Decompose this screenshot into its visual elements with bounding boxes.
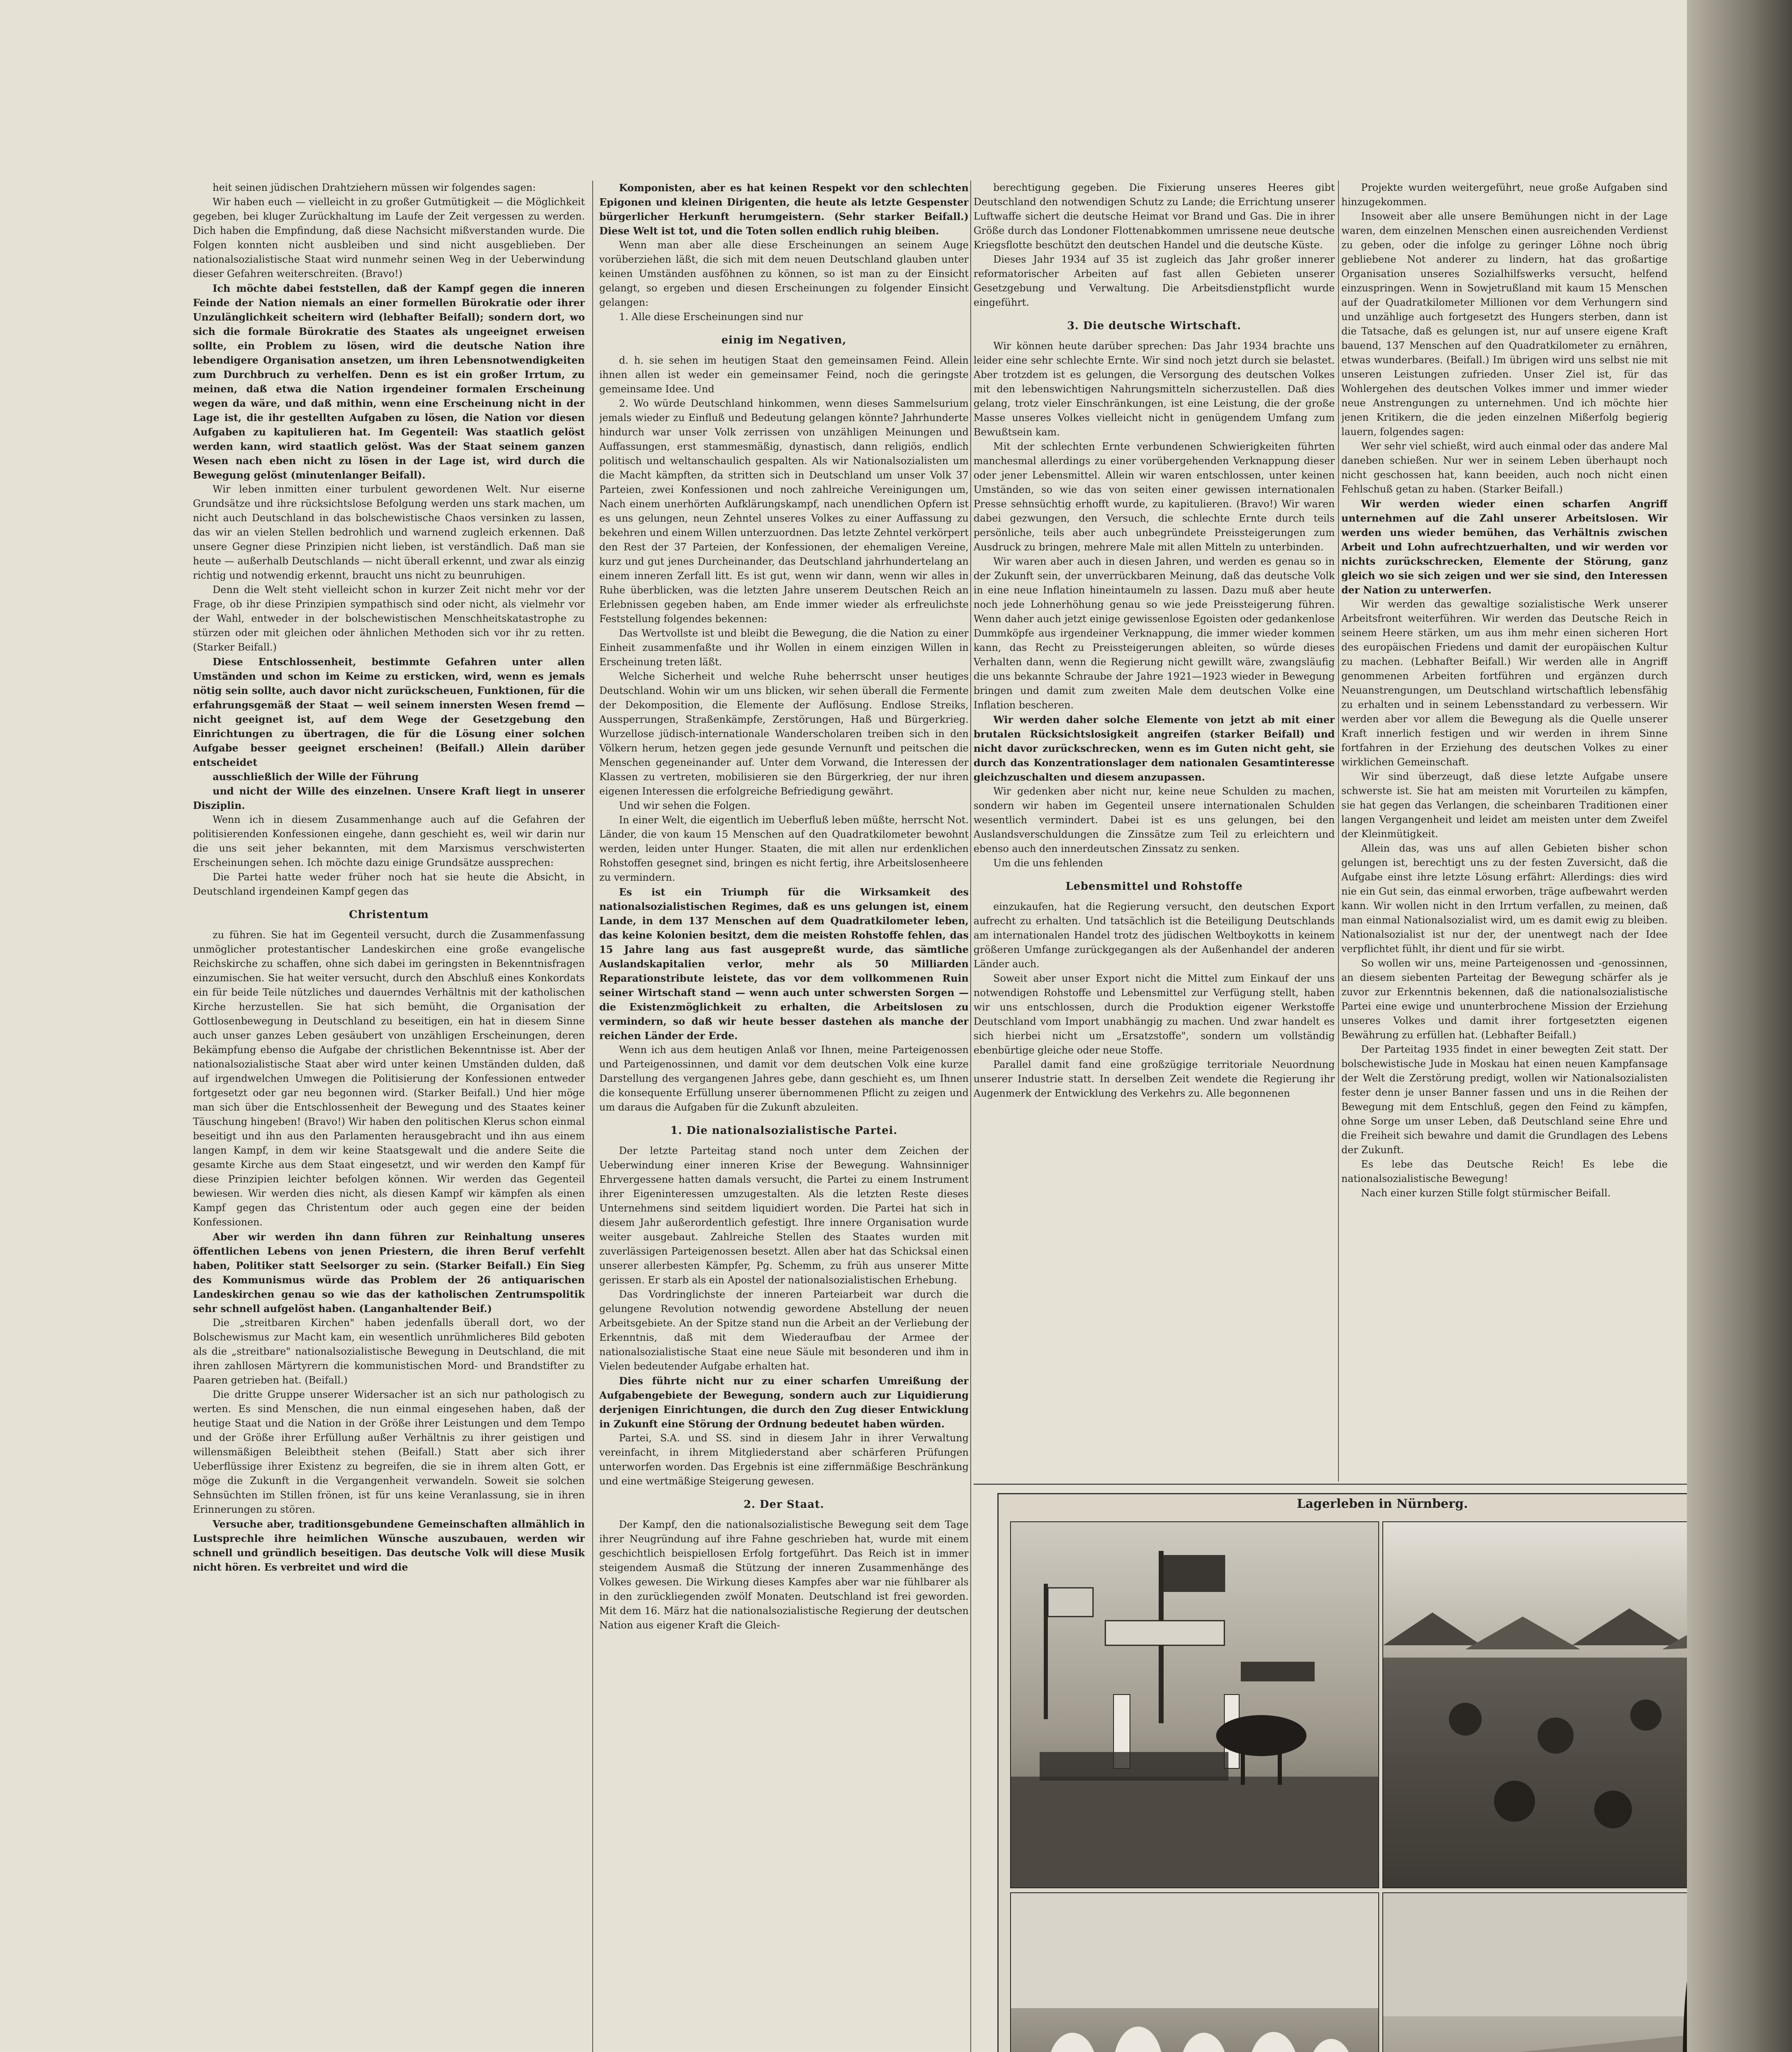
article-paragraph: Ich möchte dabei feststellen, daß der Kampf gegen die inneren Feinde der Nation niemals an einer formellen Bürokratie oder ihrer Unzulänglichkeit scheitern wird (lebhafter Beifall); sondern dort, wo sich die formale Bürokratie des Staates als ungeeignet erweisen sollte, ein Problem zu lösen, wird die deutsche Nation ihre lebendigere Organisation ansetzen, um ihren Lebensnotwendigkeiten zum Durchbruch zu verhelfen. Denn es ist ein großer Irrtum, zu meinen, daß etwa die Nation irgendeiner formalen Erscheinung wegen da wäre, und daß mithin, wenn eine Erscheinung nicht in der Lage ist, die ihr gestellten Aufgaben zu lösen, die Nation vor diesen Aufgaben zu kapitulieren hat. Im Gegenteil: Was staatlich gelöst werden kann, wird staatlich gelöst. Was der Staat seinem ganzen Wesen nach eben nicht zu lösen in der Lage ist, wird durch die Bewegung gelöst (minutenlanger Beifall). xyxy=(193,282,585,481)
article-paragraph: Wenn ich in diesem Zusammenhange auch auf die Gefahren der politisierenden Konfessionen eingehe, dann geschieht es, weil wir darin nur die uns seit jeher bekannten, mit dem Marxismus verschwisterten Erscheinungen sehen. Ich möchte dazu einige Grundsätze aussprechen: xyxy=(193,814,585,868)
article-paragraph: Der letzte Parteitag stand noch unter dem Zeichen der Ueberwindung einer inneren Krise der Bewegung. Wahnsinniger Ehrvergessene hatten damals versucht, die Partei zu einem Instrument ihrer Eigeninteressen umzugestalten. Als die letzten Reste dieses Unternehmens sind seitdem liquidiert worden. Die Partei hat sich in diesem Jahr außerordentlich gefestigt. Ihre innere Organisation wurde weiter ausgebaut. Zahlreiche Stellen des Staates wurden mit zuverlässigen Parteigenossen besetzt. Allen aber hat das Schicksal einen unserer allerbesten Kämpfer, Pg. Schemm, zu früh aus unserer Mitte gerissen. Er starb als ein Apostel der nationalsozialistischen Erhebung. xyxy=(599,1145,969,1286)
article-paragraph: In einer Welt, die eigentlich im Ueberfluß leben müßte, herrscht Not. Länder, die von kaum 15 Menschen auf den Quadratkilometer bewohnt werden, leiden unter Hunger. Staaten, die mit allen nur erdenklichen Rohstoffen gesegnet sind, bringen es nicht fertig, ihre Arbeitslosenheere zu vermindern. xyxy=(599,814,969,883)
section-heading: Christentum xyxy=(349,909,429,921)
article-paragraph: Diese Entschlossenheit, bestimmte Gefahren unter allen Umständen und schon im Keime zu ersticken, wird, wenn es jemals nötig sein sollte, auch davor nicht zurückscheuen, Funktionen, für die erfahrungsgemäß der Staat — weil seinem innersten Wesen fremd — nicht geeignet ist, auf dem Wege der Gesetzgebung den Einrichtungen zu übertragen, die für die Lösung einer solchen Aufgabe besser geeignet erscheinen! (Beifall.) Allein darüber entscheidet xyxy=(193,656,585,768)
article-paragraph: Wir werden das gewaltige sozialistische Werk unserer Arbeitsfront weiterführen. Wir werden das Deutsche Reich in seinem Heere stärken, um aus ihm mehr einen sicheren Hort des europäischen Friedens und damit der europäischen Kultur zu machen. (Lebhafter Beifall.) Wir werden alle in Angriff genommenen Arbeiten fortführen und ergänzen durch Neuanstrengungen, um Deutschland wirtschaftlich lebensfähig zu erhalten und in seinem Lebensstandard zu verbessern. Wir werden aber vor allem die Bewegung als die Quelle unserer Kraft innerlich festigen und wir werden in ihrem Sinne fortfahren in der Erziehung des deutschen Volkes zu einer wirklichen Gemeinschaft. xyxy=(1341,598,1668,768)
article-paragraph: Allein das, was uns auf allen Gebieten bisher schon gelungen ist, berechtigt uns zu der festen Zuversicht, daß die Aufgabe einst ihre letzte Lösung erfährt: Allerdings: dies wird nie ein Gut sein, das einmal erworben, träge aufbewahrt werden kann. Wir wollen nicht in den Irrtum verfallen, zu meinen, daß man einmal Nationalsozialist wird, um es damit ewig zu bleiben. Nationalsozialist ist nur der, der unentwegt nach der Idee verpflichtet fühlt, ihr dient und für sie wirbt. xyxy=(1341,843,1668,955)
article-paragraph: Parallel damit fand eine großzügige territoriale Neuordnung unserer Industrie statt. In derselben Zeit wendete die Regierung ihr Augenmerk der Entwicklung des Verkehrs zu. Alle begonnenen xyxy=(974,1059,1335,1099)
section-heading: Lebensmittel und Rohstoffe xyxy=(1066,880,1243,893)
article-paragraph: Wir sind überzeugt, daß diese letzte Aufgabe unsere schwerste ist. Sie hat am meisten mit Vorurteilen zu kämpfen, sie hat gegen das Verlangen, die scheinbaren Traditionen einer langen Vergangenheit und leidet am meisten unter dem Zweifel der Kleinmütigkeit. xyxy=(1341,771,1668,840)
article-paragraph: Um die uns fehlenden xyxy=(993,857,1103,869)
column-3 xyxy=(974,181,1335,1482)
column-4 xyxy=(1341,181,1668,1482)
article-paragraph: Wir werden wieder einen scharfen Angriff unternehmen auf die Zahl unserer Arbeitslosen. Wir werden uns wieder bemühen, das Verhältnis zwischen Arbeit und Lohn aufrechtzuerhalten, und wir werden vor nichts zurückschrecken, Elemente der Störung, ganz gleich wo sie sich zeigen und wer sie sind, den Interessen der Nation zu unterwerfen. xyxy=(1341,498,1668,596)
article-paragraph: Mit der schlechten Ernte verbundenen Schwierigkeiten führten manchesmal allerdings zu einer vorübergehenden Verknappung dieser oder jener Lebensmittel. Allein wir waren entschlossen, unter keinen Umständen, so wie das von seiten einer gewissen internationalen Presse sehnsüchtig erhofft wurde, zu kapitulieren. (Bravo!) Wir waren dabei gezwungen, den Versuch, die schlechte Ernte durch teils persönliche, teils aber auch unbegründete Preissteigerungen zum Ausdruck zu bringen, mehrere Male mit allen Mitteln zu unterbinden. xyxy=(974,441,1335,553)
article-paragraph: Wer sehr viel schießt, wird auch einmal oder das andere Mal daneben schießen. Nur wer in seinem Leben überhaupt noch nicht geschossen hat, kann beeiden, auch noch nicht einen Fehlschuß getan zu haben. (Starker Beifall.) xyxy=(1341,440,1668,495)
article-paragraph: Aber wir werden ihn dann führen zur Reinhaltung unseres öffentlichen Lebens von jenen Priestern, die ihren Beruf verfehlt haben, Politiker statt Seelsorger zu sein. (Starker Beifall.) Ein Sieg des Kommunismus würde das Problem der 26 antiquarischen Landeskirchen genau so wie das der katholischen Zentrumspolitik sehr schnell aufgelöst haben. (Langanhaltender Beif.) xyxy=(193,1231,585,1315)
article-paragraph: Soweit aber unser Export nicht die Mittel zum Einkauf der uns notwendigen Rohstoffe und Lebensmittel zur Verfügung stellt, haben wir uns entschlossen, durch die Produktion eigener Werkstoffe Deutschland vom Import unabhängig zu machen. Und zwar handelt es sich hierbei nicht um „Ersatzstoffe", sondern um vollständig ebenbürtige gleiche oder neue Stoffe. xyxy=(974,973,1335,1056)
photo-section xyxy=(997,1493,1767,2052)
article-paragraph: Wir gedenken aber nicht nur, keine neue Schulden zu machen, sondern wir haben im Gegenteil unsere internationalen Schulden wesentlich vermindert. Dabei ist es uns gelungen, bei den Auslandsverschuldungen die Zinssätze zum Teil zu erleichtern und ebenso auch den innerdeutschen Zinssatz zu senken. xyxy=(974,786,1335,854)
article-paragraph: Projekte wurden weitergeführt, neue große Aufgaben sind hinzugekommen. xyxy=(1341,182,1668,208)
article-paragraph: Der Parteitag 1935 findet in einer bewegten Zeit statt. Der bolschewistische Jude in Moskau hat einen neuen Kampfansage der Welt die Zerstörung predigt, wollen wir Nationalsozialisten fester denn je unser Banner fassen und uns in die Reihen der Bewegung mit dem Entschluß, gegen den Feind zu kämpfen, ohne Sorge um unser Leben, daß Deutschland seine Ehre und die Freiheit sich bewahre und damit die Grundlagen des Lebens der Zukunft. xyxy=(1341,1044,1668,1156)
article-paragraph: berechtigung gegeben. Die Fixierung unseres Heeres gibt Deutschland den notwendigen Schutz zu Lande; die Errichtung unserer Luftwaffe sichert die deutsche Heimat vor Brand und Gas. Die in ihrer Größe durch das Londoner Flottenabkommen umrissene neue deutsche Kriegsflotte beschützt den deutschen Handel und die deutsche Küste. xyxy=(974,182,1335,251)
article-paragraph: Das Wertvollste ist und bleibt die Bewegung, die die Nation zu einer Einheit zusammenfaßte und ihr Wollen in einem einzigen Willen in Erscheinung treten läßt. xyxy=(599,628,969,668)
article-paragraph: Wir leben inmitten einer turbulent gewordenen Welt. Nur eiserne Grundsätze und ihre rücksichtslose Befolgung werden uns stark machen, um nicht auch Deutschland in das bolschewistische Chaos versinken zu lassen, das wir an vielen Stellen bedrohlich und warnend zugleich erkennen. Daß unsere Gegner diese Prinzipien nicht lieben, ist verständlich. Daß man sie heute — außerhalb Deutschlands — nicht überall erkennt, und zwar als einzig richtig und notwendig erkennt, braucht uns nicht zu beunruhigen. xyxy=(193,483,585,581)
section-heading: 3. Die deutsche Wirtschaft. xyxy=(1067,320,1242,332)
article-paragraph: Wir waren aber auch in diesen Jahren, und werden es genau so in der Zukunft sein, der unverrückbaren Meinung, daß das deutsche Volk in eine neue Inflation hineintaumeln zu lassen. Dazu muß aber heute noch jede Lohnerhöhung genau so wie jede Preissteigerung führen. Wenn daher auch jetzt einige gewissenlose Egoisten oder gedankenlose Dummköpfe aus irgendeiner Verknappung, die immer wieder kommen kann, das Recht zu Preissteigerungen ableiten, so würde dieses Verhalten dann, wenn die Regierung nicht gewillt wäre, zwangsläufig die uns bekannte Schraube der Jahre 1921—1923 wieder in Bewegung bringen und damit zum zweiten Male dem deutschen Volke eine Inflation bescheren. xyxy=(974,556,1335,711)
article-paragraph: 1. Alle diese Erscheinungen sind nur xyxy=(619,311,803,323)
article-paragraph: Wir haben euch — vielleicht in zu großer Gutmütigkeit — die Möglichkeit gegeben, bei kluger Zurückhaltung im Laufe der Zeit vergessen zu werden. Dich haben die Empfindung, daß diese Nachsicht mißverstanden wurde. Die Folgen konnten nicht ausbleiben und sind nicht ausgeblieben. Der nationalsozialistische Staat wird nunmehr seinen Weg in der Ueberwindung dieser Gefahren weiterschreiten. (Bravo!) xyxy=(193,196,585,279)
article-paragraph: d. h. sie sehen im heutigen Staat den gemeinsamen Feind. Allein ihnen allen ist weder ein gemeinsamer Feind, noch die geringste gemeinsame Idee. Und xyxy=(599,355,969,395)
article-paragraph: und nicht der Wille des einzelnen. Unsere Kraft liegt in unserer Disziplin. xyxy=(193,785,585,811)
article-paragraph: Das Vordringlichste der inneren Parteiarbeit war durch die gelungene Revolution notwendig gewordene Abstellung der neuen Arbeitsgebiete. An der Spitze stand nun die Arbeit an der Verliebung der Erkenntnis, daß mit dem Wiederaufbau der Armee der nationalsozialistische Staat eine neue Säule mit besonderen und ihm in Vielen bedeutender Aufgabe erhalten hat. xyxy=(599,1289,969,1372)
column-rule xyxy=(592,181,593,2052)
article-paragraph: einzukaufen, hat die Regierung versucht, den deutschen Export aufrecht zu erhalten. Und tatsächlich ist die Beteiligung Deutschlands am internationalen Handel trotz des jüdischen Weltboykotts in keinem größeren Umfange zurückgegangen als der Außenhandel der anderen Länder auch. xyxy=(974,901,1335,970)
article-paragraph: Wir werden daher solche Elemente von jetzt ab mit einer brutalen Rücksichtslosigkeit angreifen (starker Beifall) und nicht davor zurückschrecken, wenn es im Guten nicht geht, sie durch das Konzentrationslager dem nationalen Gesamtinteresse gleichzuschalten und diesem anzupassen. xyxy=(974,714,1335,783)
article-paragraph: Die dritte Gruppe unserer Widersacher ist an sich nur pathologisch zu werten. Es sind Menschen, die nun einmal eingesehen haben, daß der heutige Staat und die Nation in der Größe ihrer Leistungen und dem Tempo und der Größe ihrer Erfüllung außer Verhältnis zu ihrer geistigen und willensmäßigen Beleibtheit stehen (Beifall.) Statt aber sich ihrer Ueberflüssige ihrer Existenz zu begreifen, die sie in ihrem alten Gott, er möge die Zukunft in die Vergangenheit verwandeln. Soweit sie solchen Sehnsüchten im Stillen frönen, ist für uns keine Veranlassung, sie in ihren Erinnerungen zu stören. xyxy=(193,1389,585,1515)
article-paragraph: Wir können heute darüber sprechen: Das Jahr 1934 brachte uns leider eine sehr schlechte Ernte. Wir sind noch jetzt durch sie belastet. Aber trotzdem ist es gelungen, die Versorgung des deutschen Volkes mit den lebenswichtigen Nahrungsmitteln sicherzustellen. Daß dies gelang, trotz vieler Einschränkungen, ist eine Leistung, die der große Masse unseres Volkes vielleicht nicht in genügendem Umfang zum Bewußtsein kam. xyxy=(974,340,1335,438)
article-paragraph: Komponisten, aber es hat keinen Respekt vor den schlechten Epigonen und kleinen Dirigenten, die heute als letzte Gespenster bürgerlicher Herkunft herumgeistern. (Sehr starker Beifall.) Diese Welt ist tot, und die Toten sollen endlich ruhig bleiben. xyxy=(599,182,969,237)
column-2 xyxy=(599,181,969,2052)
column-rule xyxy=(970,181,971,2052)
photo-title: Lagerleben in Nürnberg. xyxy=(1297,1497,1468,1511)
article-paragraph: Dieses Jahr 1934 auf 35 ist zugleich das Jahr großer innerer reformatorischer Arbeiten auf fast allen Gebieten unserer Gesetzgebung und Verwaltung. Die Arbeitsdienstpflicht wurde eingeführt. xyxy=(974,254,1335,308)
article-paragraph: Dies führte nicht nur zu einer scharfen Umreißung der Aufgabengebiete der Bewegung, sondern auch zur Liquidierung derjenigen Einrichtungen, die durch den Zug dieser Entwicklung in Zukunft eine Störung der Ordnung bedeutet haben würden. xyxy=(599,1375,969,1430)
article-paragraph: ausschließlich der Wille der Führung xyxy=(213,771,419,783)
article-paragraph: 2. Wo würde Deutschland hinkommen, wenn dieses Sammelsurium jemals wieder zu Einfluß und Bedeutung gelangen könnte? Jahrhunderte hindurch war unser Volk zerrissen von unzähligen Meinungen und Auffassungen, erst stammesmäßig, dynastisch, dann religiös, endlich politisch und weltanschaulich gespalten. Als wir Nationalsozialisten um die Macht kämpften, da stritten sich in Deutschland um unser Volk 37 Parteien, zwei Konfessionen und noch zahlreiche Vereinigungen um, Nach einem unerhörten Aufklärungskampf, nach unendlichen Opfern ist es uns gelungen, neun Zehntel unseres Volkes zu einer Auffassung zu bekehren und einem Willen unterzuordnen. Das letzte Zehntel verkörpert den Rest der 37 Parteien, der Konfessionen, der ehemaligen Vereine, kurz und gut jenes Durcheinander, das Deutschland jahrhundertelang an einem inneren Zerfall litt. Es ist gut, wenn wir dann, wenn wir alles in Ruhe überblicken, was die letzten Jahre unserem Deutschen Reich an Erlebnissen gegeben haben, am Ende immer wieder als erfreulichste Feststellung folgendes bekennen: xyxy=(599,398,969,625)
article-paragraph: Insoweit aber alle unsere Bemühungen nicht in der Lage waren, dem einzelnen Menschen einen ausreichenden Verdienst zu geben, oder die infolge zu geringer Löhne noch übrig gebliebene Not anderer zu lindern, hat das großartige Organisation unseres Sozialhilfswerks versucht, helfend einzuspringen. Wenn in Sowjetrußland mit kaum 15 Menschen auf der Quadratkilometer Millionen vor dem Verhungern sind und unzählige auch fortgesetzt des Hungers sterben, dann ist die Tatsache, daß es gelungen ist, nur auf unsere eigene Kraft bauend, 137 Menschen auf den Quadratkilometer zu ernähren, etwas wunderbares. (Beifall.) Im übrigen wird uns selbst nie mit unseren Leistungen zufrieden. Unser Ziel ist, für das Wohlergehen des deutschen Volkes immer und immer wieder neue Anstrengungen zu unternehmen. Und ich möchte hier jenen Kritikern, die die jeden einzelnen Mißerfolg begierig lauern, folgendes sagen: xyxy=(1341,211,1668,437)
article-paragraph: Denn die Welt steht vielleicht schon in kurzer Zeit nicht mehr vor der Frage, ob ihr diese Prinzipien sympathisch sind oder nicht, als vielmehr vor der Wahl, entweder in der bolschewistischen Menschheitskatastrophe zu stürzen oder mit gleichen oder ähnlichen Methoden sich vor ihr zu retten. (Starker Beifall.) xyxy=(193,584,585,653)
article-paragraph: Und wir sehen die Folgen. xyxy=(619,800,751,811)
article-paragraph: Nach einer kurzen Stille folgt stürmischer Beifall. xyxy=(1361,1187,1611,1199)
article-paragraph: Versuche aber, traditionsgebundene Gemeinschaften allmählich in Lustsprechle ihre heimlichen Wünsche auszubauen, werden wir schnell und gründlich beseitigen. Das deutsche Volk will diese Musik nicht hören. Es verbreitet und wird die xyxy=(193,1518,585,1573)
article-paragraph: Wenn ich aus dem heutigen Anlaß vor Ihnen, meine Parteigenossen und Parteigenossinnen, und damit vor dem deutschen Volk eine kurze Darstellung des vergangenen Jahres gebe, dann geschieht es, um Ihnen die konsequente Erfüllung unserer übernommenen Pflicht zu zeigen und um daraus die Aufgaben für die Zukunft abzuleiten. xyxy=(599,1044,969,1113)
article-paragraph: Es lebe das Deutsche Reich! Es lebe die nationalsozialistische Bewegung! xyxy=(1341,1159,1668,1184)
article-paragraph: zu führen. Sie hat im Gegenteil versucht, durch die Zusammenfassung unmöglicher protestantischer Landeskirchen eine große evangelische Reichskirche zu schaffen, ohne sich dabei im geringsten in Bekenntnisfragen einzumischen. Sie hat weiter versucht, durch den Abschluß eines Konkordats ein für beide Teile nützliches und dauerndes Verhältnis mit der katholischen Kirche herzustellen. Sie hat sich bemüht, die Organisation der Gottlosenbewegung in Deutschland zu beseitigen, ein hat in diesem Sinne auch unser ganzes Leben gesäubert von unzähligen Erscheinungen, deren Bekämpfung ebenso die Aufgabe der christlichen Bekenntnisse ist. Aber der nationalsozialistische Staat aber wird unter keinen Umständen dulden, daß auf irgendwelchen Umwegen die Politisierung der Konfessionen entweder fortgesetzt oder gar neu begonnen wird. (Starker Beifall.) Und hier möge man sich über die Entschlossenheit der Bewegung und des Staates keiner Täuschung hingeben! (Bravo!) Wir haben den politischen Klerus schon einmal beseitigt und ihn aus den Parlamenten herausgebracht und ihn aus einem langen Kampf, in dem wir keine Staatsgewalt und die andere Seite die gesamte Kirche aus dem Staat eingesetzt, und wir werden den Kampf für diese Prinzipien leichter befolgen können. Wir werden das Gegenteil bewiesen. Wir werden dies nicht, als diesen Kampf wir kämpfen als einen Kampf gegen das Christentum oder auch gegen eine der beiden Konfessionen. xyxy=(193,929,585,1228)
article-paragraph: Welche Sicherheit und welche Ruhe beherrscht unser heutiges Deutschland. Wohin wir um uns blicken, wir sehen überall die Fermente der Dekomposition, die Elemente der Auflösung. Endlose Streiks, Aussperrungen, Straßenkämpfe, Zerstörungen, Haß und Bürgerkrieg. Wurzellose jüdisch-internationale Wanderscholaren treiben sich in den Völkern herum, hetzen gegen jede gesunde Vernunft und peitschen die Menschen gegeneinander auf. Unter dem Vorwand, die Interessen der Klassen zu vertreten, mobilisieren sie den Bürgerkrieg, der nur ihren eigenen Interessen die erfolgreiche Befriedigung gewährt. xyxy=(599,671,969,797)
photo-navy-washing xyxy=(1010,1892,1379,2052)
photo-camp-entrance xyxy=(1010,1521,1379,1888)
section-heading: einig im Negativen, xyxy=(721,334,847,346)
article-paragraph: Der Kampf, den die nationalsozialistische Bewegung seit dem Tage ihrer Neugründung auf ihre Fahne geschrieben hat, wurde mit einem geschichtlich beispiellosen Erfolg fortgeführt. Das Reich ist in immer steigendem Ausmaß die Stützung der inneren Zusammenhänge des Volkes gewesen. Die Wirkung dieses Kampfes aber war nie fühlbarer als in den zurückliegenden zwölf Monaten. Deutschland ist frei geworden. Mit dem 16. März hat die nationalsozialistische Regierung der deutschen Nation aus eigener Kraft die Gleich- xyxy=(599,1519,969,1631)
article-paragraph: heit seinen jüdischen Drahtziehern müssen wir folgendes sagen: xyxy=(213,182,536,193)
section-rule xyxy=(974,1484,1766,1485)
photo-navy-washing-drawing xyxy=(1011,1893,1378,2052)
section-heading: 1. Die nationalsozialistische Partei. xyxy=(670,1124,898,1137)
column-1 xyxy=(193,181,585,2052)
book-binding-edge xyxy=(1687,0,1792,2052)
article-paragraph: So wollen wir uns, meine Parteigenossen und -genossinnen, an diesem siebenten Parteitag der Bewegung schärfer als je zuvor zur Erkenntnis bekennen, daß die nationalsozialistische Partei eine ewige und ununterbrochene Mission der Erziehung unseres Volkes und damit ihrer fortgesetzten eigenen Bewährung zu erfüllen hat. (Lebhafter Beifall.) xyxy=(1341,957,1668,1041)
section-heading: 2. Der Staat. xyxy=(743,1498,825,1511)
article-paragraph: Es ist ein Triumph für die Wirksamkeit des nationalsozialistischen Regimes, daß es uns gelungen ist, einem Lande, in dem 137 Menschen auf dem Quadratkilometer leben, das keine Kolonien besitzt, dem die meisten Rohstoffe fehlen, das 15 Jahre lang aus fast ausgepreßt wurde, das sämtliche Auslandskapitalien verlor, mehr als 50 Milliarden Reparationstribute leistete, das vor dem vollkommenen Ruin seiner Wirtschaft stand — wenn auch unter schwersten Sorgen — die Existenzmöglichkeit zu erhalten, die Arbeitslosen zu vermindern, so daß wir heute besser dastehen als manche der reichen Länder der Erde. xyxy=(599,886,969,1042)
photo-camp-entrance-drawing xyxy=(1011,1522,1378,1887)
article-paragraph: Partei, S.A. und SS. sind in diesem Jahr in ihrer Verwaltung vereinfacht, in ihrem Mitgliederstand aber schärferen Prüfungen unterworfen worden. Das Ergebnis ist eine ziffernmäßige Beschränkung und eine wertmäßige Steigerung gewesen. xyxy=(599,1432,969,1487)
article-paragraph: Wenn man aber alle diese Erscheinungen an seinem Auge vorüberziehen läßt, die sich mit dem neuen Deutschland glauben unter keinen Umständen ausföhnen zu können, so ist man zu der Einsicht gelangt, so ergeben und diesen Erscheinungen zu folgender Einsicht gelangen: xyxy=(599,239,969,308)
article-paragraph: Die Partei hatte weder früher noch hat sie heute die Absicht, in Deutschland irgendeinen Kampf gegen das xyxy=(193,871,585,897)
article-paragraph: Die „streitbaren Kirchen" haben jedenfalls überall dort, wo der Bolschewismus zur Macht kam, ein wesentlich unrühmlicheres Bild geboten als die „streitbare" nationalsozialistische Bewegung in Deutschland, die mit ihren zahllosen Märtyrern die kommunistischen Mord- und Brandstifter zu Paaren getrieben hat. (Beifall.) xyxy=(193,1317,585,1386)
column-rule xyxy=(1338,181,1339,1482)
